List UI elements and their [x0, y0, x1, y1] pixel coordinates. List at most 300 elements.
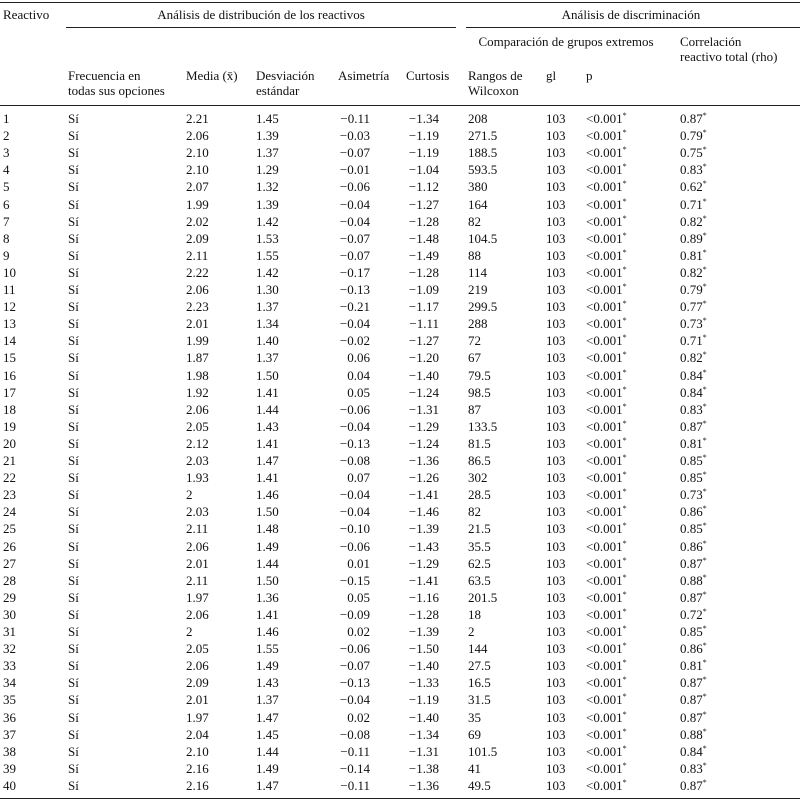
- cell-p: <0.001*: [586, 760, 627, 776]
- header-rangos-line2: Wilcoxon: [468, 83, 519, 98]
- cell-curt: −1.39: [408, 624, 439, 639]
- table-row: [0, 657, 800, 674]
- cell-media: 2.11: [186, 247, 209, 263]
- cell-n: 35: [3, 692, 16, 708]
- significance-mark: *: [702, 316, 707, 326]
- cell-freq: Sí: [68, 487, 79, 503]
- cell-curt: −1.41: [408, 572, 439, 588]
- cell-gl: 103: [546, 606, 566, 622]
- cell-rho: 0.73*: [680, 487, 707, 503]
- cell-asim: −0.06: [339, 538, 370, 554]
- cell-p: <0.001*: [586, 299, 627, 315]
- cell-rangos: 21.5: [468, 521, 491, 537]
- cell-asim: 0.05: [347, 589, 370, 605]
- top-rule: [0, 2, 800, 3]
- cell-de: 1.50: [256, 504, 279, 520]
- table-row: [0, 674, 800, 691]
- cell-media: 2.03: [186, 504, 209, 520]
- significance-mark: *: [622, 470, 627, 480]
- cell-n: 38: [3, 743, 16, 759]
- cell-p: <0.001*: [586, 675, 627, 691]
- cell-rho: 0.87*: [680, 675, 707, 691]
- significance-mark: *: [622, 299, 627, 309]
- cell-p: <0.001*: [586, 538, 627, 554]
- cell-de: 1.55: [256, 641, 279, 657]
- significance-mark: *: [622, 230, 627, 240]
- significance-mark: *: [702, 538, 707, 548]
- significance-mark: *: [622, 145, 627, 155]
- header-desviacion-line1: Desviación: [256, 68, 315, 83]
- significance-mark: *: [622, 179, 627, 189]
- cell-p: <0.001*: [586, 282, 627, 297]
- cell-gl: 103: [546, 179, 566, 195]
- cell-rho: 0.87*: [680, 589, 707, 605]
- table-row: [0, 367, 800, 384]
- header-frecuencia-line2: todas sus opciones: [68, 83, 165, 98]
- significance-mark: *: [702, 487, 707, 497]
- cell-p: <0.001*: [586, 435, 627, 451]
- cell-asim: −0.08: [339, 453, 370, 468]
- cell-rho: 0.75*: [680, 145, 707, 161]
- cell-freq: Sí: [68, 760, 79, 776]
- header-curtosis: Curtosis: [406, 68, 450, 83]
- significance-mark: *: [702, 230, 707, 240]
- cell-p: <0.001*: [586, 504, 627, 520]
- cell-asim: −0.13: [339, 435, 370, 451]
- cell-p: <0.001*: [586, 658, 627, 674]
- cell-n: 6: [3, 196, 10, 212]
- cell-rangos: 593.5: [468, 162, 498, 178]
- cell-n: 9: [3, 247, 10, 263]
- cell-curt: −1.49: [408, 247, 439, 263]
- table-row: [0, 213, 800, 230]
- significance-mark: *: [702, 299, 707, 309]
- cell-rho: 0.79*: [680, 282, 707, 297]
- cell-n: 36: [3, 709, 16, 725]
- cell-n: 3: [3, 145, 10, 161]
- cell-rho: 0.85*: [680, 453, 707, 468]
- cell-freq: Sí: [68, 350, 79, 366]
- cell-rangos: 188.5: [468, 145, 498, 161]
- cell-rangos: 299.5: [468, 299, 498, 315]
- significance-mark: *: [702, 282, 707, 291]
- cell-n: 26: [3, 538, 16, 554]
- significance-mark: *: [622, 367, 627, 377]
- cell-de: 1.37: [256, 350, 279, 366]
- cell-rho: 0.85*: [680, 521, 707, 537]
- cell-rangos: 114: [468, 264, 488, 280]
- table-row: [0, 606, 800, 623]
- cell-gl: 103: [546, 777, 566, 793]
- table-row: [0, 315, 800, 332]
- cell-de: 1.47: [256, 709, 279, 725]
- cell-asim: −0.06: [339, 179, 370, 195]
- significance-mark: *: [702, 726, 707, 736]
- table-row: [0, 760, 800, 777]
- cell-rho: 0.72*: [680, 606, 707, 622]
- significance-mark: *: [702, 247, 707, 257]
- cell-gl: 103: [546, 247, 566, 263]
- table-row: [0, 623, 800, 640]
- cell-rangos: 81.5: [468, 435, 491, 451]
- cell-media: 2.06: [186, 401, 209, 417]
- table-row: [0, 726, 800, 743]
- cell-rangos: 2: [468, 624, 475, 639]
- cell-freq: Sí: [68, 230, 79, 246]
- cell-de: 1.34: [256, 316, 279, 332]
- significance-mark: *: [622, 743, 627, 753]
- cell-asim: −0.07: [339, 145, 370, 161]
- cell-freq: Sí: [68, 111, 79, 126]
- cell-gl: 103: [546, 555, 566, 571]
- significance-mark: *: [702, 675, 707, 685]
- cell-media: 1.97: [186, 589, 209, 605]
- header-gl: gl: [546, 68, 557, 83]
- significance-mark: *: [622, 521, 627, 531]
- cell-n: 17: [3, 384, 16, 400]
- significance-mark: *: [702, 162, 707, 172]
- cell-asim: −0.09: [339, 606, 370, 622]
- significance-mark: *: [702, 401, 707, 411]
- table-row: [0, 503, 800, 520]
- cell-rho: 0.87*: [680, 555, 707, 571]
- cell-n: 18: [3, 401, 16, 417]
- significance-mark: *: [702, 692, 707, 702]
- cell-p: <0.001*: [586, 162, 627, 178]
- cell-n: 12: [3, 299, 16, 315]
- cell-asim: −0.13: [339, 282, 370, 297]
- cell-freq: Sí: [68, 521, 79, 537]
- table-row: [0, 777, 800, 794]
- cell-p: <0.001*: [586, 230, 627, 246]
- cell-rho: 0.82*: [680, 350, 707, 366]
- cell-rho: 0.81*: [680, 658, 707, 674]
- cell-gl: 103: [546, 316, 566, 332]
- significance-mark: *: [622, 282, 627, 291]
- cell-media: 2.06: [186, 606, 209, 622]
- cell-asim: −0.03: [339, 128, 370, 144]
- cell-gl: 103: [546, 128, 566, 144]
- cell-freq: Sí: [68, 435, 79, 451]
- significance-mark: *: [702, 196, 707, 206]
- significance-mark: *: [702, 179, 707, 189]
- cell-p: <0.001*: [586, 128, 627, 144]
- cell-rho: 0.73*: [680, 316, 707, 332]
- cell-media: 2.06: [186, 658, 209, 674]
- cell-gl: 103: [546, 350, 566, 366]
- cell-media: 1.93: [186, 470, 209, 486]
- cell-media: 2.09: [186, 230, 209, 246]
- cell-rangos: 35.5: [468, 538, 491, 554]
- significance-mark: *: [622, 333, 627, 343]
- cell-de: 1.42: [256, 264, 279, 280]
- table-row: [0, 332, 800, 349]
- cell-media: 2.01: [186, 555, 209, 571]
- cell-curt: −1.27: [408, 333, 439, 349]
- cell-asim: 0.05: [347, 384, 370, 400]
- cell-curt: −1.29: [408, 418, 439, 434]
- cell-media: 2: [186, 487, 193, 503]
- cell-media: 2.10: [186, 145, 209, 161]
- table-row: [0, 161, 800, 178]
- header-desviacion-line2: estándar: [256, 83, 300, 98]
- table-row: [0, 349, 800, 366]
- cell-gl: 103: [546, 264, 566, 280]
- cell-gl: 103: [546, 641, 566, 657]
- header-asimetria: Asimetría: [338, 68, 390, 83]
- cell-curt: −1.46: [408, 504, 439, 520]
- significance-mark: *: [622, 435, 627, 445]
- cell-freq: Sí: [68, 709, 79, 725]
- table-row: [0, 743, 800, 760]
- cell-rangos: 98.5: [468, 384, 491, 400]
- cell-de: 1.49: [256, 658, 279, 674]
- significance-mark: *: [702, 453, 707, 462]
- significance-mark: *: [702, 743, 707, 753]
- cell-freq: Sí: [68, 658, 79, 674]
- cell-media: 1.87: [186, 350, 209, 366]
- cell-rho: 0.87*: [680, 777, 707, 793]
- header-group-distribucion: Análisis de distribución de los reactivos: [157, 7, 365, 22]
- significance-mark: *: [702, 111, 707, 120]
- header-group-discriminacion: Análisis de discriminación: [561, 7, 701, 22]
- cell-n: 40: [3, 777, 16, 793]
- cell-de: 1.39: [256, 128, 279, 144]
- significance-mark: *: [702, 264, 707, 274]
- cell-curt: −1.31: [408, 401, 439, 417]
- cell-asim: −0.06: [339, 401, 370, 417]
- cell-p: <0.001*: [586, 367, 627, 383]
- significance-mark: *: [622, 658, 627, 668]
- cell-n: 37: [3, 726, 16, 742]
- cell-media: 2.02: [186, 213, 209, 229]
- cell-de: 1.49: [256, 760, 279, 776]
- cell-media: 2.21: [186, 111, 209, 126]
- cell-media: 2.06: [186, 128, 209, 144]
- cell-p: <0.001*: [586, 743, 627, 759]
- table-row: [0, 418, 800, 435]
- cell-gl: 103: [546, 504, 566, 520]
- table-row: [0, 691, 800, 708]
- cell-freq: Sí: [68, 538, 79, 554]
- cell-rangos: 86.5: [468, 453, 491, 468]
- cell-rho: 0.82*: [680, 213, 707, 229]
- cell-n: 28: [3, 572, 16, 588]
- cell-curt: −1.04: [408, 162, 439, 178]
- cell-asim: 0.02: [347, 709, 370, 725]
- cell-curt: −1.36: [408, 453, 439, 468]
- table-row: [0, 572, 800, 589]
- cell-rangos: 302: [468, 470, 488, 486]
- cell-rho: 0.77*: [680, 299, 707, 315]
- cell-media: 2.11: [186, 521, 209, 537]
- cell-curt: −1.26: [408, 470, 439, 486]
- cell-asim: −0.04: [339, 316, 370, 332]
- cell-media: 1.99: [186, 333, 209, 349]
- cell-n: 13: [3, 316, 16, 332]
- cell-p: <0.001*: [586, 196, 627, 212]
- cell-de: 1.46: [256, 624, 279, 639]
- cell-rho: 0.81*: [680, 247, 707, 263]
- table-row: [0, 640, 800, 657]
- significance-mark: *: [622, 384, 627, 394]
- table-row: [0, 298, 800, 315]
- cell-asim: −0.11: [340, 743, 370, 759]
- cell-gl: 103: [546, 435, 566, 451]
- cell-media: 2.01: [186, 316, 209, 332]
- cell-rangos: 144: [468, 641, 488, 657]
- cell-freq: Sí: [68, 128, 79, 144]
- significance-mark: *: [622, 418, 627, 428]
- cell-media: 2.06: [186, 538, 209, 554]
- cell-freq: Sí: [68, 162, 79, 178]
- cell-rangos: 201.5: [468, 589, 498, 605]
- cell-gl: 103: [546, 213, 566, 229]
- cell-media: 2.16: [186, 777, 209, 793]
- cell-rho: 0.86*: [680, 504, 707, 520]
- cell-curt: −1.41: [408, 487, 439, 503]
- cell-rangos: 82: [468, 213, 481, 229]
- significance-mark: *: [622, 675, 627, 685]
- significance-mark: *: [702, 435, 707, 445]
- cell-freq: Sí: [68, 196, 79, 212]
- cell-gl: 103: [546, 299, 566, 315]
- cell-curt: −1.39: [408, 521, 439, 537]
- significance-mark: *: [622, 572, 627, 582]
- cell-rho: 0.85*: [680, 470, 707, 486]
- significance-mark: *: [702, 641, 707, 651]
- cell-p: <0.001*: [586, 641, 627, 657]
- table-row: [0, 178, 800, 195]
- header-p: p: [586, 68, 593, 83]
- cell-gl: 103: [546, 487, 566, 503]
- bottom-rule: [0, 798, 800, 799]
- cell-curt: −1.33: [408, 675, 439, 691]
- cell-curt: −1.19: [408, 128, 439, 144]
- cell-gl: 103: [546, 333, 566, 349]
- cell-asim: −0.06: [339, 641, 370, 657]
- cell-p: <0.001*: [586, 726, 627, 742]
- cell-n: 8: [3, 230, 10, 246]
- cell-asim: −0.11: [340, 111, 370, 126]
- cell-n: 15: [3, 350, 16, 366]
- cell-de: 1.49: [256, 538, 279, 554]
- cell-freq: Sí: [68, 145, 79, 161]
- cell-de: 1.37: [256, 145, 279, 161]
- cell-asim: 0.07: [347, 470, 370, 486]
- cell-gl: 103: [546, 589, 566, 605]
- cell-n: 2: [3, 128, 10, 144]
- significance-mark: *: [622, 709, 627, 719]
- cell-asim: −0.13: [339, 675, 370, 691]
- cell-n: 10: [3, 264, 16, 280]
- cell-media: 2.11: [186, 572, 209, 588]
- cell-p: <0.001*: [586, 333, 627, 349]
- table-row: [0, 469, 800, 486]
- cell-asim: −0.11: [340, 777, 370, 793]
- cell-p: <0.001*: [586, 692, 627, 708]
- cell-curt: −1.40: [408, 709, 439, 725]
- cell-n: 7: [3, 213, 10, 229]
- cell-freq: Sí: [68, 641, 79, 657]
- significance-mark: *: [702, 658, 707, 668]
- cell-p: <0.001*: [586, 709, 627, 725]
- cell-p: <0.001*: [586, 213, 627, 229]
- cell-p: <0.001*: [586, 572, 627, 588]
- cell-de: 1.45: [256, 726, 279, 742]
- cell-rho: 0.84*: [680, 384, 707, 400]
- cell-rho: 0.87*: [680, 418, 707, 434]
- cell-rho: 0.83*: [680, 162, 707, 178]
- cell-p: <0.001*: [586, 111, 627, 126]
- cell-freq: Sí: [68, 282, 79, 297]
- cell-media: 1.98: [186, 367, 209, 383]
- cell-gl: 103: [546, 743, 566, 759]
- significance-mark: *: [702, 760, 707, 770]
- table-row: [0, 110, 800, 127]
- cell-gl: 103: [546, 624, 566, 639]
- significance-mark: *: [622, 692, 627, 702]
- cell-rangos: 101.5: [468, 743, 498, 759]
- cell-media: 2.10: [186, 743, 209, 759]
- cell-media: 1.92: [186, 384, 209, 400]
- header-correlacion-line1: Correlación: [680, 34, 742, 49]
- significance-mark: *: [702, 128, 707, 138]
- cell-n: 32: [3, 641, 16, 657]
- cell-p: <0.001*: [586, 470, 627, 486]
- cell-rho: 0.87*: [680, 692, 707, 708]
- cell-curt: −1.12: [408, 179, 439, 195]
- significance-mark: *: [622, 624, 627, 633]
- cell-gl: 103: [546, 230, 566, 246]
- cell-rho: 0.86*: [680, 641, 707, 657]
- cell-de: 1.42: [256, 213, 279, 229]
- cell-curt: −1.28: [408, 606, 439, 622]
- cell-rho: 0.84*: [680, 743, 707, 759]
- significance-mark: *: [622, 213, 627, 223]
- cell-gl: 103: [546, 692, 566, 708]
- cell-freq: Sí: [68, 470, 79, 486]
- cell-media: 1.99: [186, 196, 209, 212]
- cell-p: <0.001*: [586, 453, 627, 468]
- cell-gl: 103: [546, 726, 566, 742]
- cell-n: 24: [3, 504, 16, 520]
- cell-p: <0.001*: [586, 384, 627, 400]
- cell-p: <0.001*: [586, 179, 627, 195]
- cell-de: 1.55: [256, 247, 279, 263]
- significance-mark: *: [702, 213, 707, 223]
- significance-mark: *: [622, 453, 627, 462]
- cell-rho: 0.62*: [680, 179, 707, 195]
- cell-curt: −1.27: [408, 196, 439, 212]
- cell-curt: −1.31: [408, 743, 439, 759]
- header-media: Media (x̄): [186, 68, 238, 83]
- cell-freq: Sí: [68, 572, 79, 588]
- cell-freq: Sí: [68, 675, 79, 691]
- cell-de: 1.43: [256, 418, 279, 434]
- cell-freq: Sí: [68, 247, 79, 263]
- table-row: [0, 486, 800, 503]
- cell-asim: −0.04: [339, 196, 370, 212]
- cell-rangos: 380: [468, 179, 488, 195]
- cell-p: <0.001*: [586, 521, 627, 537]
- cell-de: 1.44: [256, 743, 279, 759]
- significance-mark: *: [622, 641, 627, 651]
- cell-n: 21: [3, 453, 16, 468]
- cell-rangos: 41: [468, 760, 481, 776]
- significance-mark: *: [702, 350, 707, 360]
- cell-curt: −1.28: [408, 213, 439, 229]
